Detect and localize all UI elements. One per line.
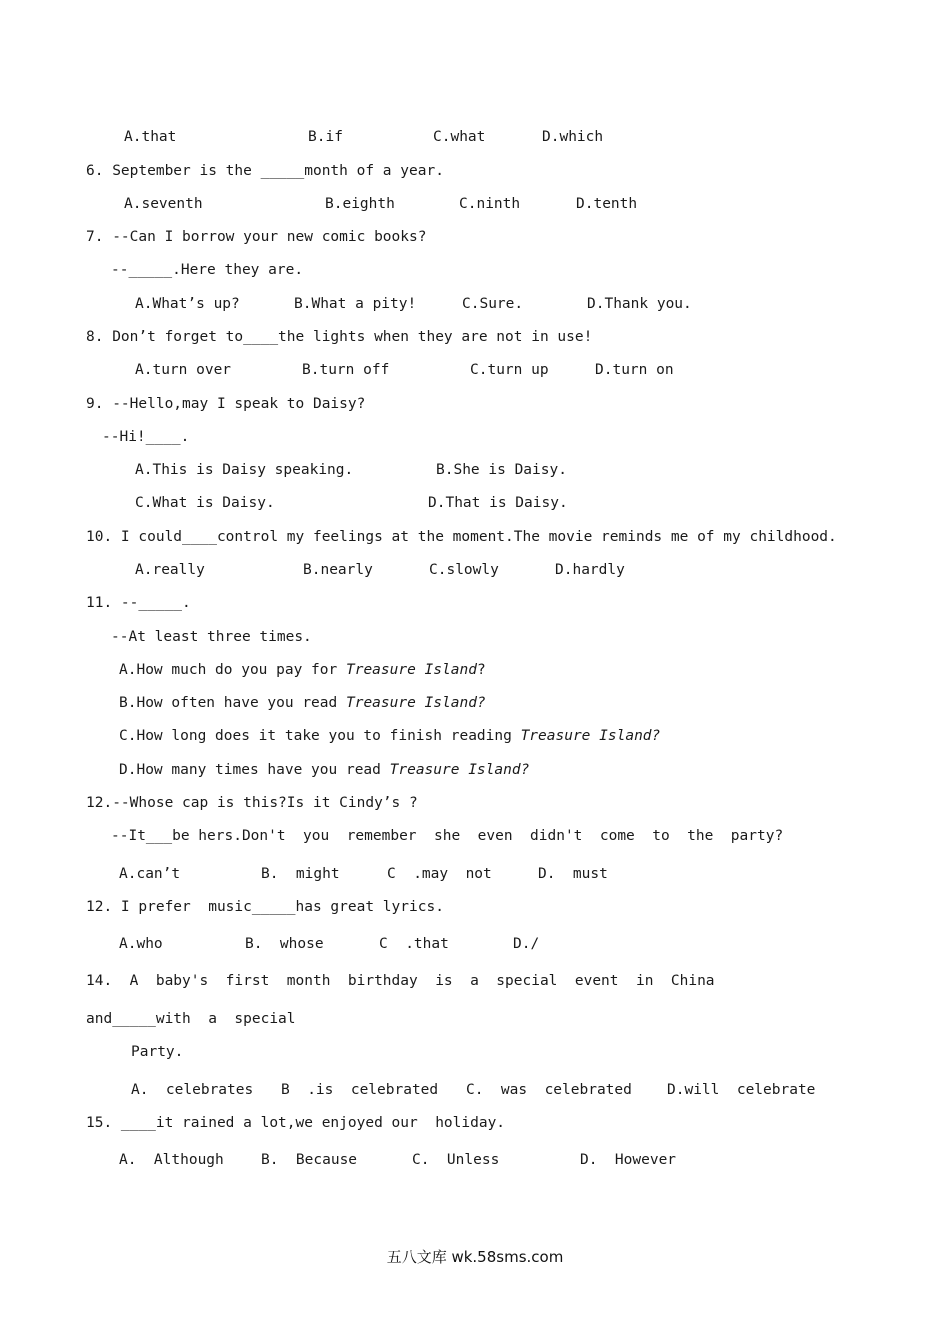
question-line <box>86 395 365 413</box>
dialog-line <box>111 628 312 646</box>
line-text: 14. A baby's first month birthday is a special event in China <box>86 973 715 989</box>
line-text: A.really <box>135 562 205 578</box>
line-text: D.turn on <box>595 362 674 378</box>
option-line <box>119 761 529 779</box>
question-line <box>86 528 837 546</box>
line-text: C.What is Daisy. <box>135 495 275 511</box>
line-text: A.What’s up? <box>135 296 240 312</box>
line-text: C.what <box>433 129 486 145</box>
line-text: A. Although <box>119 1152 224 1168</box>
line-text: D. However <box>580 1152 677 1168</box>
line-text: D.hardly <box>555 562 625 578</box>
option-line <box>124 128 176 146</box>
line-text: 7. --Can I borrow your new comic books? <box>86 229 427 245</box>
line-text: D./ <box>513 936 540 952</box>
line-text: C.slowly <box>429 562 499 578</box>
option-line <box>576 195 637 213</box>
question-line <box>86 898 444 916</box>
line-text: --It___be hers.Don't you remember she even didn't come to the party? <box>111 828 784 844</box>
line-text: A.seventh <box>124 196 203 212</box>
option-line <box>119 727 660 745</box>
line-text: D.That is Daisy. <box>428 495 568 511</box>
line-text: 8. Don’t forget to____the lights when they are not in use! <box>86 329 593 345</box>
line-text: A.turn over <box>135 362 232 378</box>
option-line <box>135 494 275 512</box>
line-text: B.nearly <box>303 562 373 578</box>
book-title-italic: Treasure Island? <box>345 695 486 711</box>
line-text: D.Thank you. <box>587 296 692 312</box>
option-line <box>433 128 485 146</box>
line-text: C. Unless <box>412 1152 500 1168</box>
option-line <box>325 195 395 213</box>
line-text: C. was celebrated <box>466 1082 632 1098</box>
option-line <box>513 935 539 953</box>
line-text: Party. <box>131 1044 184 1060</box>
option-line <box>387 865 492 883</box>
line-text: A.How much do you pay for <box>119 662 346 678</box>
line-text: D.How many times have you read <box>119 762 390 778</box>
line-text: C .may not <box>387 866 492 882</box>
option-line <box>119 1151 224 1169</box>
line-text: 15. ____it rained a lot,we enjoyed our holiday. <box>86 1115 506 1131</box>
option-line <box>436 461 567 479</box>
line-text: B. might <box>261 866 340 882</box>
option-line <box>595 361 674 379</box>
option-line <box>135 361 231 379</box>
option-line <box>135 295 240 313</box>
page-footer: 五八文库 wk.58sms.com <box>386 1248 564 1266</box>
line-text: 10. I could____control my feelings at the moment.The movie reminds me of my childhood. <box>86 529 837 545</box>
book-title-italic: Treasure Island? <box>389 762 530 778</box>
line-text: D.will celebrate <box>667 1082 816 1098</box>
option-line <box>555 561 625 579</box>
line-text: B.What a pity! <box>294 296 417 312</box>
option-line <box>429 561 499 579</box>
option-line <box>428 494 568 512</box>
line-text: A.who <box>119 936 163 952</box>
line-text: B.eighth <box>325 196 395 212</box>
line-text: D. must <box>538 866 608 882</box>
question-line <box>86 794 418 812</box>
line-text: ? <box>476 662 486 678</box>
option-line <box>261 1151 357 1169</box>
option-line <box>580 1151 676 1169</box>
line-text: B.if <box>308 129 343 145</box>
line-text: A.This is Daisy speaking. <box>135 462 354 478</box>
dialog-line <box>111 261 303 279</box>
line-text: B. Because <box>261 1152 358 1168</box>
line-text: D.which <box>542 129 604 145</box>
line-text: 12. I prefer music_____has great lyrics. <box>86 899 444 915</box>
line-text: C.Sure. <box>462 296 524 312</box>
line-text: 11. --_____. <box>86 595 191 611</box>
line-text: B .is celebrated <box>281 1082 439 1098</box>
line-text: A.that <box>124 129 177 145</box>
option-line <box>119 661 486 679</box>
question-line <box>86 594 191 612</box>
option-line <box>462 295 523 313</box>
option-line <box>466 1081 632 1099</box>
question-line <box>86 328 592 346</box>
line-text: 12.--Whose cap is this?Is it Cindy’s ? <box>86 795 418 811</box>
option-line <box>459 195 520 213</box>
option-line <box>124 195 203 213</box>
question-line <box>131 1043 183 1061</box>
option-line <box>294 295 416 313</box>
line-text: A.can’t <box>119 866 181 882</box>
option-line <box>119 935 163 953</box>
option-line <box>542 128 603 146</box>
option-line <box>587 295 692 313</box>
book-title-italic: Treasure Island <box>345 662 477 678</box>
option-line <box>308 128 343 146</box>
option-line <box>667 1081 815 1099</box>
line-text: --Hi!____. <box>102 429 190 445</box>
line-text: B.She is Daisy. <box>436 462 567 478</box>
option-line <box>379 935 449 953</box>
option-line <box>135 461 353 479</box>
line-text: 9. --Hello,may I speak to Daisy? <box>86 396 366 412</box>
book-title-italic: Treasure Island? <box>520 728 661 744</box>
line-text: C.turn up <box>470 362 549 378</box>
line-text: --At least three times. <box>111 629 312 645</box>
option-line <box>135 561 205 579</box>
option-line <box>119 865 180 883</box>
dialog-line <box>102 428 189 446</box>
line-text: B. whose <box>245 936 324 952</box>
line-text: --_____.Here they are. <box>111 262 304 278</box>
question-line <box>86 1010 296 1028</box>
line-text: and_____with a special <box>86 1011 296 1027</box>
option-line <box>281 1081 438 1099</box>
line-text: C.How long does it take you to finish reading <box>119 728 521 744</box>
option-line <box>119 694 486 712</box>
option-line <box>245 935 324 953</box>
option-line <box>261 865 340 883</box>
line-text: B.turn off <box>302 362 390 378</box>
question-line <box>86 162 444 180</box>
dialog-line <box>111 827 783 845</box>
question-line <box>86 972 715 990</box>
option-line <box>302 361 389 379</box>
line-text: C .that <box>379 936 449 952</box>
option-line <box>303 561 373 579</box>
option-line <box>470 361 549 379</box>
option-line <box>412 1151 499 1169</box>
line-text: 6. September is the _____month of a year. <box>86 163 444 179</box>
option-line <box>538 865 608 883</box>
question-line <box>86 1114 505 1132</box>
question-line <box>86 228 426 246</box>
line-text: B.How often have you read <box>119 695 346 711</box>
line-text: D.tenth <box>576 196 638 212</box>
line-text: A. celebrates <box>131 1082 254 1098</box>
option-line <box>131 1081 253 1099</box>
line-text: C.ninth <box>459 196 521 212</box>
